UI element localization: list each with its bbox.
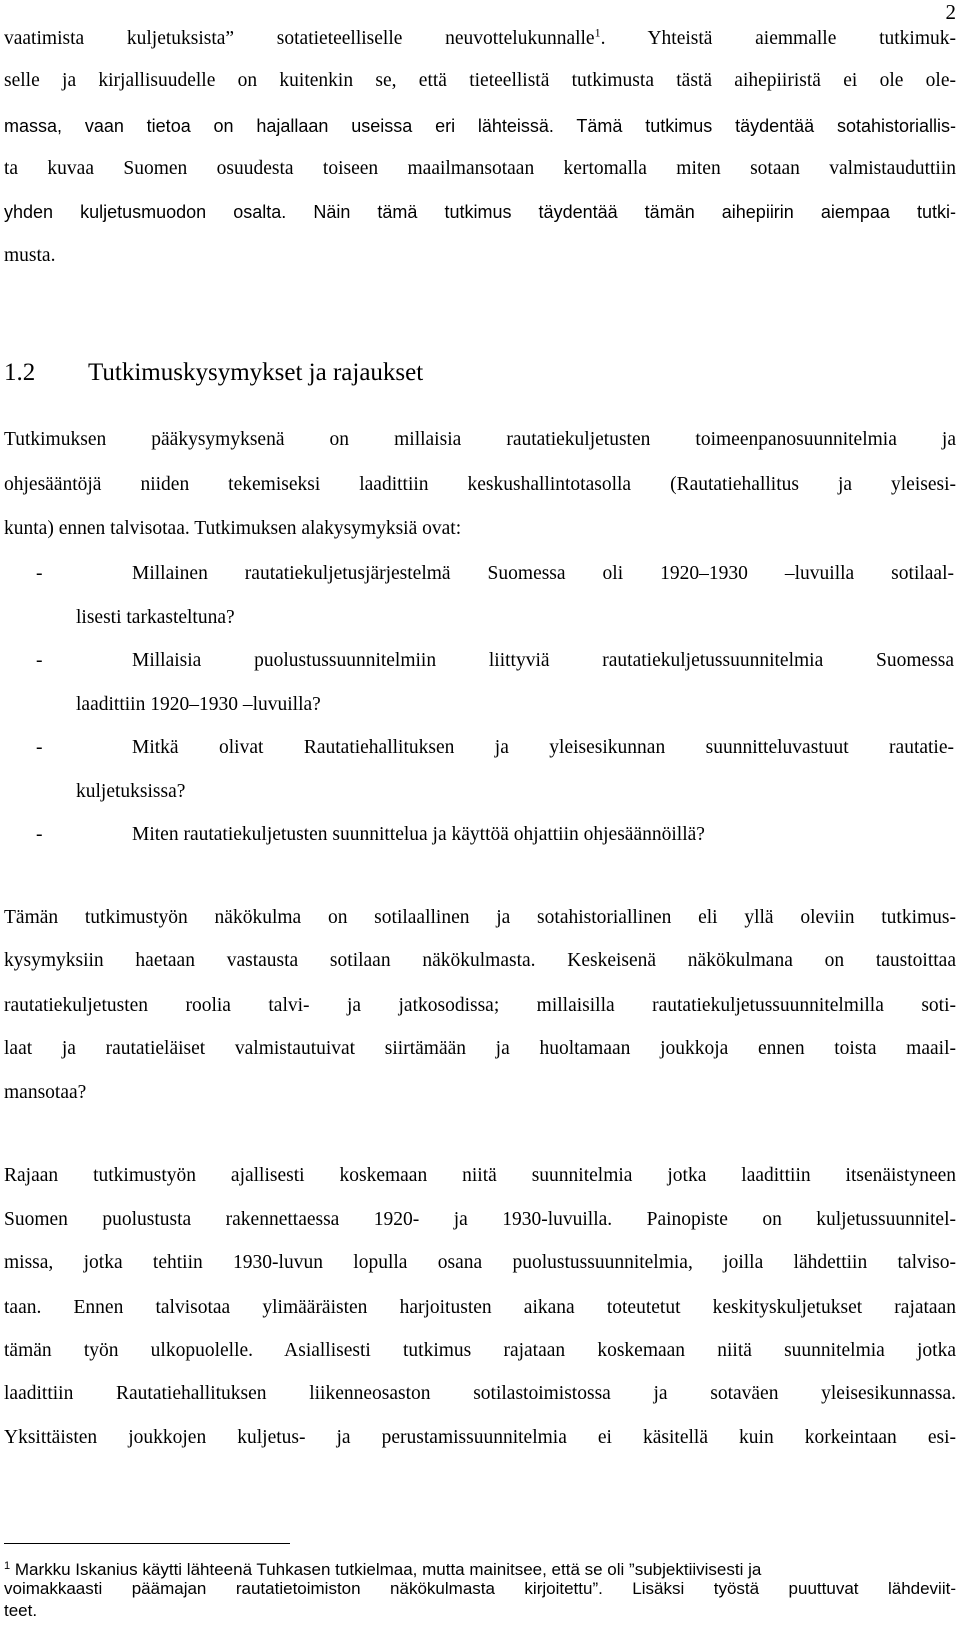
para3-line-1: Rajaan tutkimustyön ajallisesti koskemaan niitä suunnitelmia jotka laadittiin itsenäistyneen — [4, 1165, 956, 1186]
para3-line-2: Suomen puolustusta rakennettaessa 1920- ja 1930-luvuilla. Painopiste on kuljetussuunnitel- — [4, 1209, 956, 1230]
bullet-4-dash: - — [36, 824, 43, 845]
bullet-2-dash: - — [36, 650, 43, 671]
para3-line-6: laadittiin Rautatiehallituksen liikenneosaston sotilastoimistossa ja sotaväen yleisesikunnassa. — [4, 1383, 956, 1404]
intro-line-6: musta. — [4, 245, 56, 266]
para3-line-5: tämän työn ulkopuolelle. Asiallisesti tutkimus rajataan koskemaan niitä suunnitelmia jotka — [4, 1340, 956, 1361]
para1-line-1: Tutkimuksen pääkysymyksenä on millaisia rautatiekuljetusten toimeenpanosuunnitelmia ja — [4, 429, 956, 450]
footnote-mark: 1 — [4, 1560, 11, 1572]
page-number: 2 — [945, 0, 956, 24]
para2-line-2: kysymyksiin haetaan vastausta sotilaan näkökulmasta. Keskeisenä näkökulmana on taustoittaa — [4, 950, 956, 971]
footnote-line-2: voimakkaasti päämajan rautatietoimiston näkökulmasta kirjoitettu”. Lisäksi työstä puuttuvat lähdeviit- — [4, 1579, 956, 1598]
footnote-line-3: teet. — [4, 1601, 38, 1620]
intro-line-1-tail: . Yhteistä aiemmalle tutkimuk- — [600, 28, 956, 49]
bullet-2-line-1: Millaisia puolustussuunnitelmiin liittyviä rautatiekuljetussuunnitelmia Suomessa — [132, 650, 954, 671]
intro-line-1-text: vaatimista kuljetuksista” sotatieteelliselle neuvottelukunnalle — [4, 28, 595, 49]
intro-line-1 — [4, 26, 956, 52]
para3-line-3: missa, jotka tehtiin 1930-luvun lopulla osana puolustussuunnitelmia, joilla lähdettiin talviso- — [4, 1252, 956, 1273]
para2-line-5: mansotaa? — [4, 1082, 87, 1103]
intro-line-2: selle ja kirjallisuudelle on kuitenkin se, että tieteellistä tutkimusta tästä aihepiiristä ei ole ole- — [4, 70, 956, 91]
bullet-1-dash: - — [36, 563, 43, 584]
bullet-1-line-1: Millainen rautatiekuljetusjärjestelmä Suomessa oli 1920–1930 –luvuilla sotilaal- — [132, 563, 954, 584]
intro-line-4: ta kuvaa Suomen osuudesta toiseen maailmansotaan kertomalla miten sotaan valmistauduttiin — [4, 158, 956, 179]
para3-line-7: Yksittäisten joukkojen kuljetus- ja perustamissuunnitelmia ei käsitellä kuin korkeintaan esi- — [4, 1427, 956, 1448]
bullet-2-line-2: laadittiin 1920–1930 –luvuilla? — [76, 694, 321, 715]
bullet-3-dash: - — [36, 737, 43, 758]
para1-line-2: ohjesääntöjä niiden tekemiseksi laadittiin keskushallintotasolla (Rautatiehallitus ja yleisesi- — [4, 474, 956, 495]
intro-line-5: yhden kuljetusmuodon osalta. Näin tämä tutkimus täydentää tämän aihepiirin aiempaa tutki- — [4, 202, 956, 222]
para3-line-4: taan. Ennen talvisotaa ylimääräisten harjoitusten aikana toteutetut keskityskuljetukset rajataan — [4, 1297, 956, 1318]
para1-line-3: kunta) ennen talvisotaa. Tutkimuksen alakysymyksiä ovat: — [4, 518, 462, 539]
footnote-rule — [4, 1543, 290, 1544]
bullet-1-line-2: lisesti tarkasteltuna? — [76, 607, 235, 628]
bullet-3-line-1: Mitkä olivat Rautatiehallituksen ja yleisesikunnan suunnitteluvastuut rautatie- — [132, 737, 954, 758]
footnote-ref[interactable]: 1 — [594, 25, 601, 40]
section-title: Tutkimuskysymykset ja rajaukset — [88, 359, 424, 386]
bullet-3-line-2: kuljetuksissa? — [76, 781, 186, 802]
intro-line-3: massa, vaan tietoa on hajallaan useissa eri lähteissä. Tämä tutkimus täydentää sotahistoriallis- — [4, 116, 956, 136]
para2-line-3: rautatiekuljetusten roolia talvi- ja jatkosodissa; millaisilla rautatiekuljetussuunnitelmilla soti- — [4, 995, 956, 1016]
bullet-4-line-1: Miten rautatiekuljetusten suunnittelua ja käyttöä ohjattiin ohjesäännöillä? — [132, 824, 705, 845]
para2-line-1: Tämän tutkimustyön näkökulma on sotilaallinen ja sotahistoriallinen eli yllä oleviin tutkimus- — [4, 907, 956, 928]
para2-line-4: laat ja rautatieläiset valmistautuivat siirtämään ja huoltamaan joukkoja ennen toista maail- — [4, 1038, 956, 1059]
section-number: 1.2 — [4, 359, 36, 386]
section-heading — [4, 358, 423, 388]
footnote-text-1: Markku Iskanius käytti lähteenä Tuhkasen tutkielmaa, mutta mainitsee, että se oli ”subjektiivisesti ja — [10, 1560, 762, 1579]
